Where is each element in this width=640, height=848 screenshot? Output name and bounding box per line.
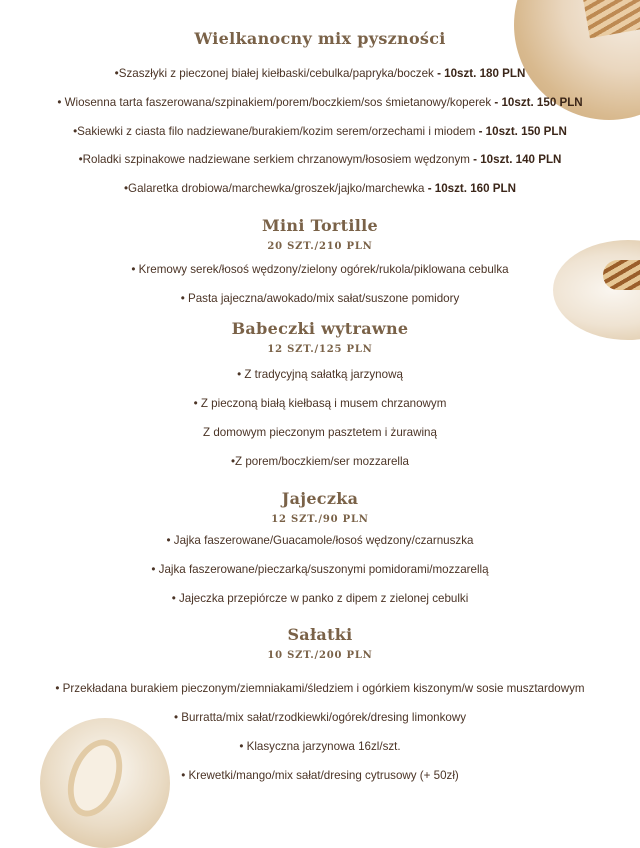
menu-item-price: - 10szt. 140 PLN	[473, 153, 562, 166]
section-title: Sałatki	[287, 625, 353, 644]
menu-item: •Z porem/boczkiem/ser mozzarella	[230, 455, 410, 468]
menu-item: • Jajka faszerowane/Guacamole/łosoś wędzony/czarnuszka	[166, 534, 474, 547]
section-title: Mini Tortille	[262, 216, 378, 235]
section-title: Wielkanocny mix pyszności	[194, 29, 446, 48]
menu-item: • Klasyczna jarzynowa 16zl/szt.	[239, 740, 401, 753]
section-subtitle: 12 SZT./125 PLN	[267, 344, 373, 355]
menu-item: • Krewetki/mango/mix sałat/dresing cytrusowy (+ 50zł)	[181, 769, 459, 782]
menu-item: • Burratta/mix sałat/rzodkiewki/ogórek/dresing limonkowy	[173, 711, 467, 724]
menu-item: •Szaszłyki z pieczonej białej kiełbaski/cebulka/papryka/boczek - 10szt. 180 PLN	[114, 67, 526, 80]
menu-item: • Z pieczoną białą kiełbasą i musem chrzanowym	[193, 397, 447, 410]
menu-item: •Sakiewki z ciasta filo nadziewane/burakiem/kozim serem/orzechami i miodem - 10szt. 150 PLN	[73, 125, 567, 138]
menu-item: •Roladki szpinakowe nadziewane serkiem chrzanowym/łososiem wędzonym - 10szt. 140 PLN	[78, 153, 562, 166]
menu-item: • Z tradycyjną sałatką jarzynową	[237, 368, 403, 381]
section-subtitle: 12 SZT./90 PLN	[271, 514, 369, 525]
menu-item-price: - 10szt. 160 PLN	[427, 182, 516, 195]
menu-item: •Galaretka drobiowa/marchewka/groszek/jajko/marchewka - 10szt. 160 PLN	[124, 182, 516, 195]
menu-item: • Jajeczka przepiórcze w panko z dipem z zielonej cebulki	[171, 592, 469, 605]
menu-item: • Jajka faszerowane/pieczarką/suszonymi pomidorami/mozzarellą	[151, 563, 489, 576]
food-photo-bottom	[40, 718, 170, 848]
section-title: Jajeczka	[281, 489, 359, 508]
section-subtitle: 10 SZT./200 PLN	[267, 650, 373, 661]
menu-item-price: - 10szt. 150 PLN	[478, 125, 567, 138]
menu-item: • Pasta jajeczna/awokado/mix sałat/suszone pomidory	[180, 292, 460, 305]
menu-item: Z domowym pieczonym pasztetem i żurawiną	[203, 426, 437, 439]
menu-item-price: - 10szt. 180 PLN	[437, 67, 526, 80]
menu-item-price: - 10szt. 150 PLN	[494, 96, 583, 109]
menu-item: • Wiosenna tarta faszerowana/szpinakiem/porem/boczkiem/sos śmietanowy/koperek - 10szt. 150 PLN	[57, 96, 583, 109]
section-title: Babeczki wytrawne	[231, 319, 409, 338]
menu-item: • Kremowy serek/łosoś wędzony/zielony ogórek/rukola/piklowana cebulka	[131, 263, 509, 276]
section-subtitle: 20 SZT./210 PLN	[267, 241, 373, 252]
menu-item: • Przekładana burakiem pieczonym/ziemniakami/śledziem i ogórkiem kiszonym/w sosie musztardowym	[55, 682, 585, 695]
